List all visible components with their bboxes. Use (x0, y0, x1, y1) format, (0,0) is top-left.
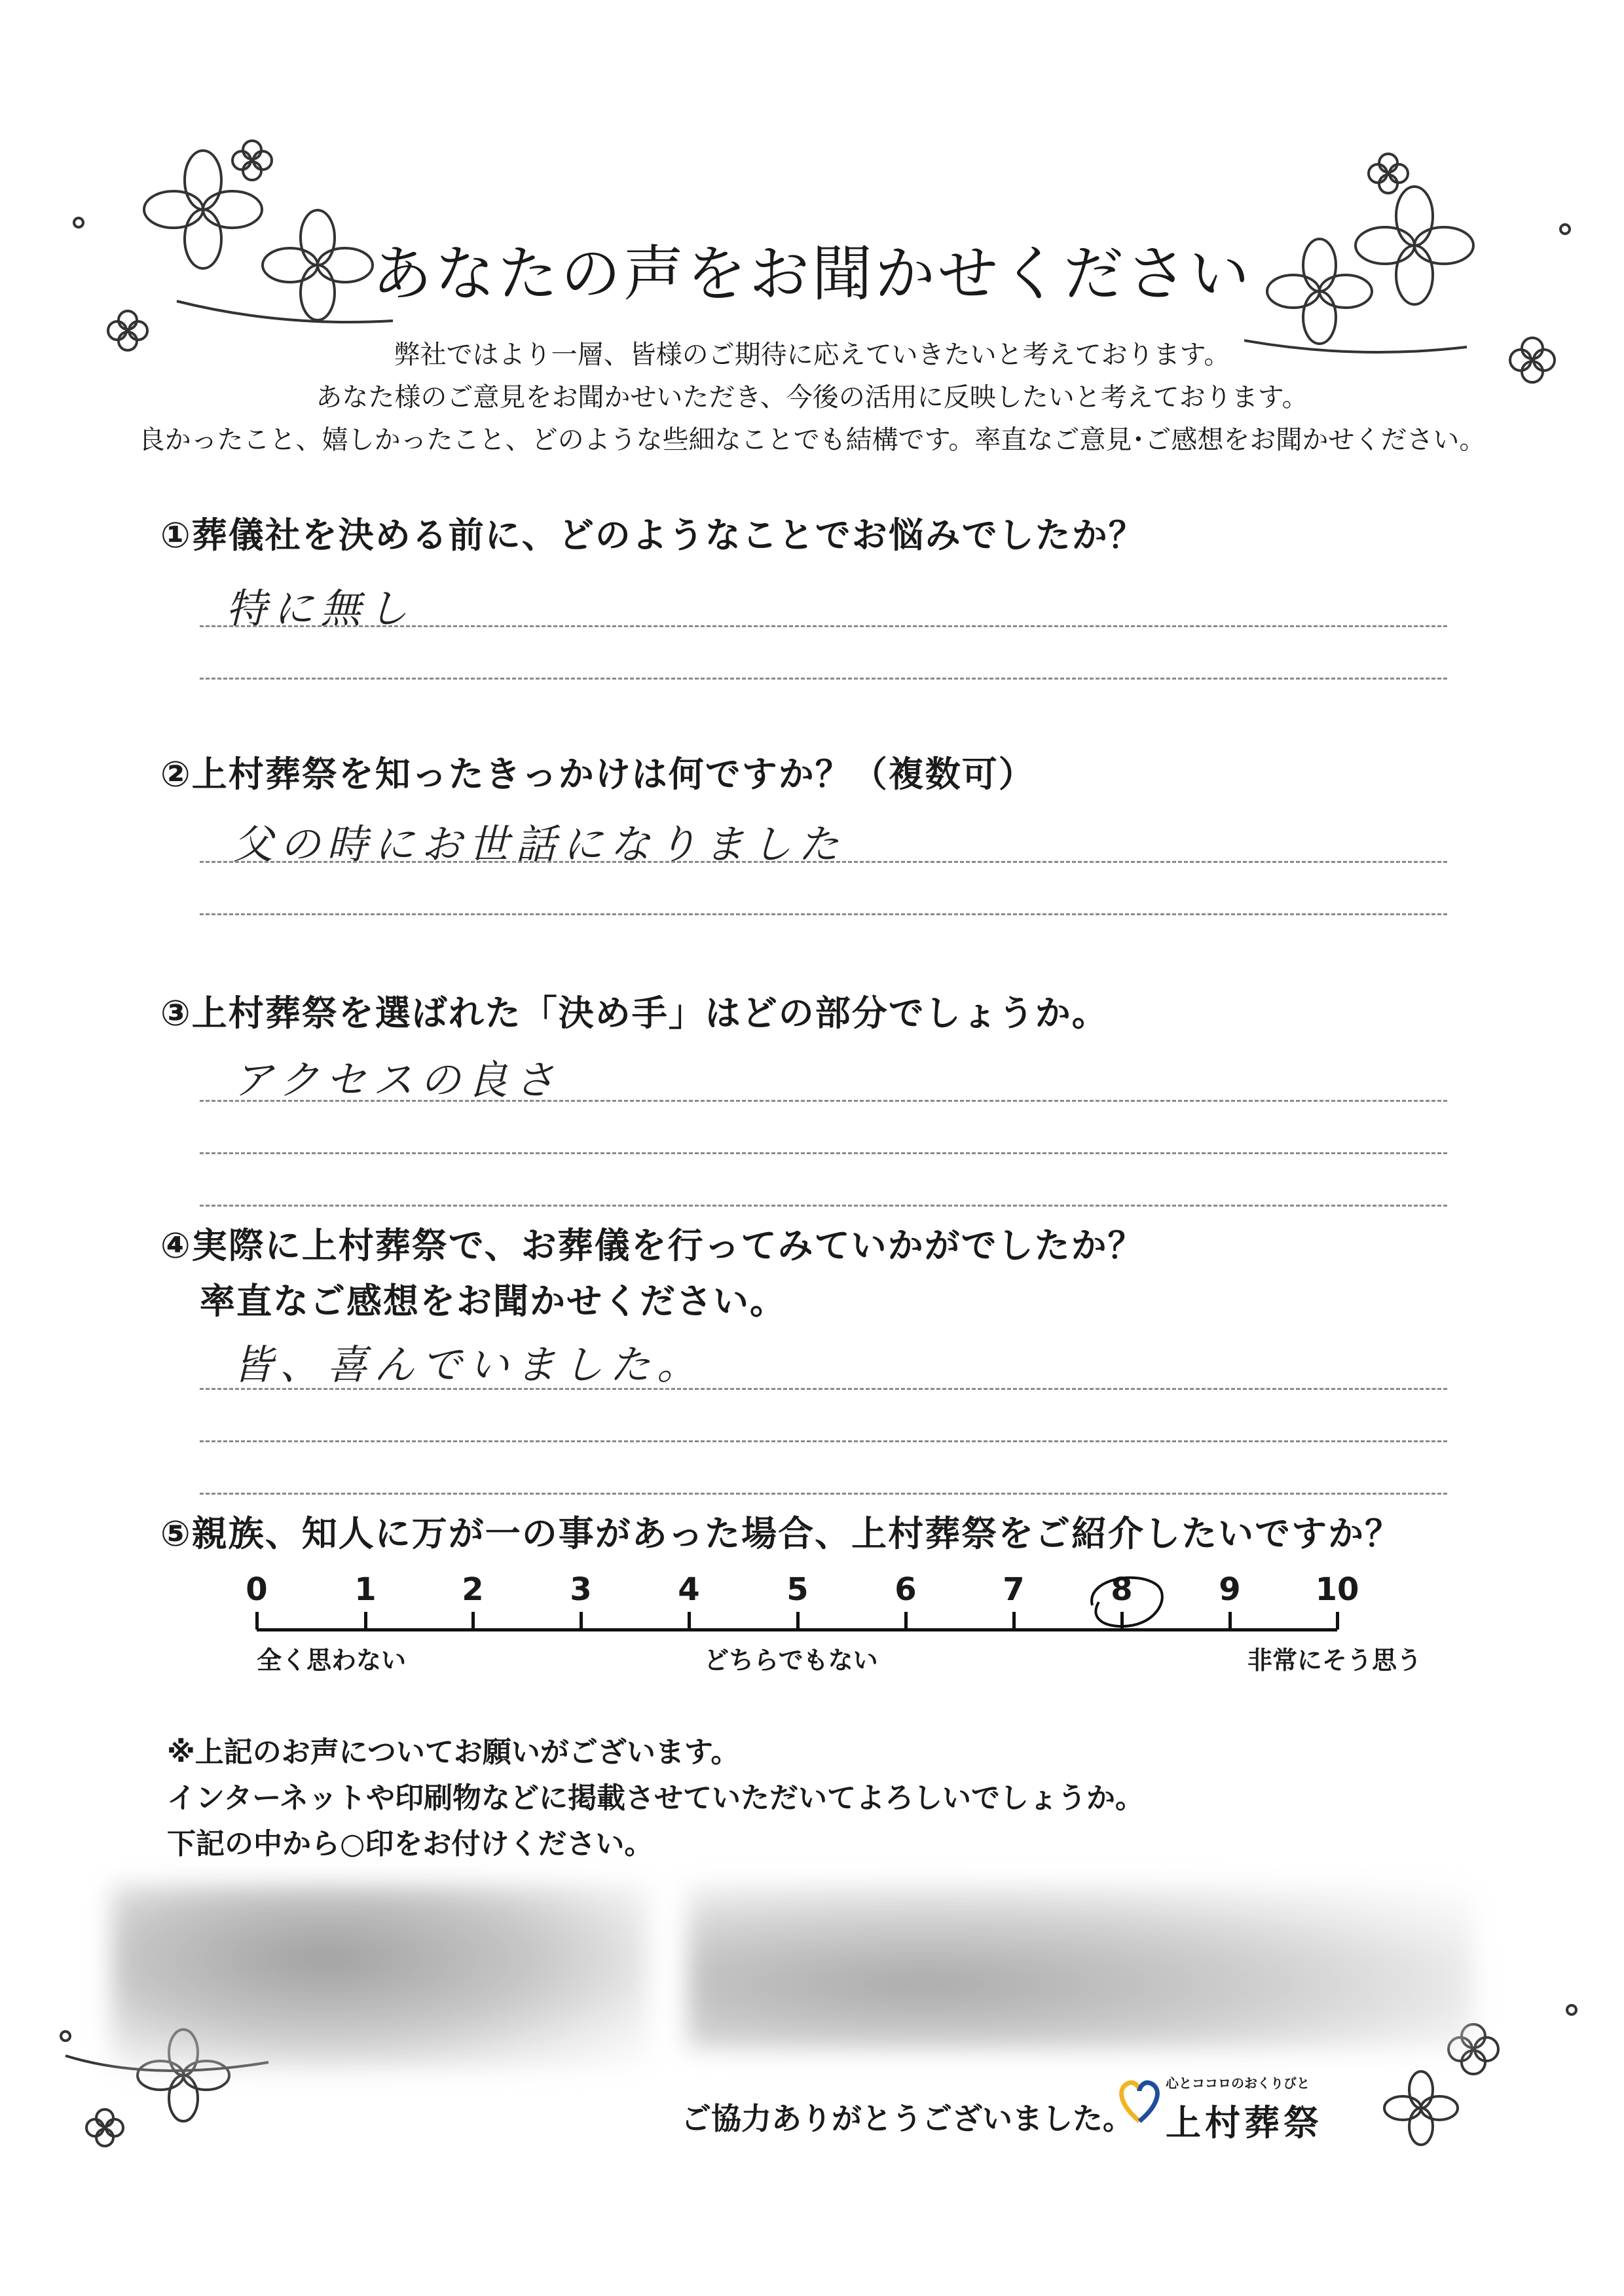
brand-tagline: 心とココロのおくりびと (1166, 2075, 1310, 2091)
note-line-3: 下記の中から○印をお付けください。 (167, 1827, 654, 1861)
note-line-2: インターネットや印刷物などに掲載させていただいてよろしいでしょうか。 (167, 1781, 1145, 1815)
page-title: あなたの声をお聞かせください (371, 239, 1252, 309)
answer-line (200, 1152, 1447, 1154)
scale-tick-mark (364, 1612, 367, 1630)
brand-heart-logo (1116, 2075, 1162, 2128)
answer-4[interactable]: 皆、喜んでいました。 (232, 1341, 705, 1389)
answer-line (200, 678, 1447, 680)
scale-tick-mark (1336, 1612, 1339, 1630)
scale-tick-mark (1120, 1612, 1124, 1630)
answer-line (200, 913, 1447, 915)
scale-tick-mark (580, 1612, 583, 1630)
intro-line-1: 弊社ではより一層、皆様のご期待に応えていきたいと考えております。 (394, 340, 1230, 370)
question-5: ⑤親族、知人に万が一の事があった場合、上村葬祭をご紹介したいですか？ (160, 1513, 1402, 1554)
answer-line (200, 1493, 1447, 1495)
question-2: ②上村葬祭を知ったきっかけは何ですか？（複数可） (160, 754, 1035, 795)
scale-tick-mark (796, 1612, 800, 1630)
intro-line-3: 良かったこと、嬉しかったこと、どのような些細なことでも結構です。率直なご意見･ご感想をお聞かせください。 (138, 425, 1486, 455)
scale-tick-label[interactable]: 6 (895, 1571, 917, 1608)
scale-tick-mark (1012, 1612, 1016, 1630)
answer-line (200, 1440, 1447, 1442)
answer-line (200, 861, 1447, 863)
redacted-area-left (111, 1886, 648, 2069)
answer-line (200, 1205, 1447, 1207)
intro-line-2: あなた様のご意見をお聞かせいただき、今後の活用に反映したいと考えております。 (316, 382, 1308, 412)
brand-name: 上村葬祭 (1166, 2102, 1323, 2143)
answer-2[interactable]: 父の時にお世話になりました (232, 820, 846, 868)
scale-tick-label[interactable]: 10 (1315, 1571, 1359, 1608)
scale-tick-mark (688, 1612, 691, 1630)
scale-tick-label[interactable]: 8 (1111, 1571, 1133, 1608)
question-1: ①葬儀社を決める前に、どのようなことでお悩みでしたか？ (160, 515, 1145, 556)
scale-tick-label[interactable]: 0 (246, 1571, 268, 1608)
scale-tick-label[interactable]: 2 (462, 1571, 484, 1608)
selected-value-circle (1079, 1566, 1171, 1638)
redacted-area-right (688, 1886, 1473, 2049)
question-3: ③上村葬祭を選ばれた「決め手」はどの部分でしょうか。 (160, 993, 1109, 1034)
scale-tick-label[interactable]: 9 (1219, 1571, 1241, 1608)
scale-tick-mark (1228, 1612, 1232, 1630)
scale-mid-label: どちらでもない (704, 1646, 878, 1675)
scale-low-label: 全く思わない (257, 1646, 407, 1675)
footer-thanks: ご協力ありがとうございました。 (681, 2101, 1133, 2136)
answer-line (200, 1388, 1447, 1390)
answer-3[interactable]: アクセスの良さ (232, 1056, 562, 1104)
scale-tick-mark (255, 1612, 259, 1630)
question-4: ④実際に上村葬祭で、お葬儀を行ってみていかがでしたか？ (160, 1225, 1145, 1266)
note-line-1: ※上記のお声についてお願いがございます。 (167, 1736, 740, 1769)
question-4-subline: 率直なご感想をお聞かせください。 (200, 1281, 786, 1322)
scale-tick-label[interactable]: 7 (1003, 1571, 1025, 1608)
scale-axis-line (257, 1628, 1337, 1631)
scale-tick-label[interactable]: 4 (678, 1571, 700, 1608)
answer-line (200, 1100, 1447, 1102)
scale-tick-mark (471, 1612, 475, 1630)
scale-tick-label[interactable]: 1 (354, 1571, 377, 1608)
scale-tick-mark (904, 1612, 908, 1630)
answer-1[interactable]: 特に無し (226, 585, 415, 632)
scale-tick-label[interactable]: 5 (786, 1571, 809, 1608)
scale-high-label: 非常にそう思う (1247, 1646, 1422, 1675)
answer-line (200, 625, 1447, 627)
scale-tick-label[interactable]: 3 (570, 1571, 592, 1608)
